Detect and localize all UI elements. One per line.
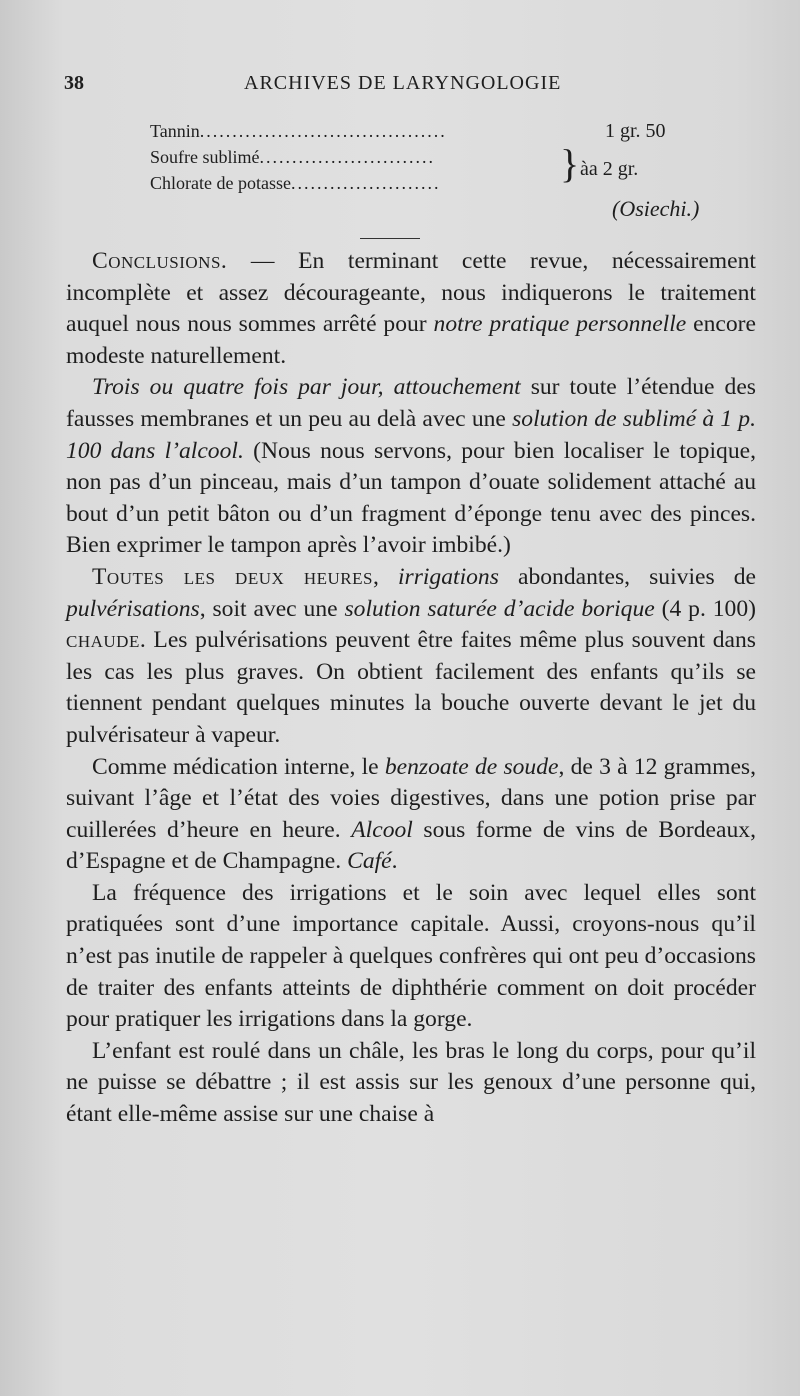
italic-run: irrigations xyxy=(397,563,499,590)
italic-run: solution de sublimé à 1 p. 100 dans l’alcool. xyxy=(66,405,757,464)
italic-run: Trois ou quatre fois par jour, attouchement xyxy=(92,374,521,401)
italic-run: benzoate de soude xyxy=(384,753,559,780)
italic-run: notre pratique personnelle xyxy=(433,311,687,338)
prescription-item-tannin xyxy=(150,118,740,144)
text-run: abondantes, suivies de xyxy=(498,563,756,590)
prescription-amount: 1 gr. 50 xyxy=(605,120,666,142)
prescription-attribution: (Osiechi.) xyxy=(612,196,700,221)
text-run: . Les pulvérisations peuvent être faites même plus souvent dans les cas les plus graves. On obtient facilement des enfants qu’ils se tiennent pendant quelques minutes la bouche ouverte devant le jet du pulvérisateur à vapeur. xyxy=(66,627,756,748)
body-text xyxy=(66,246,756,1131)
text-run: (Nous nous servons, pour bien localiser le topique, non pas d’un pinceau, mais d’un tampon d’ouate solidement attaché au bout d’un petit bâton ou d’un fragment d’éponge tenu avec des pinces. Bien exprimer le tampon après l’avoir imbibé.) xyxy=(66,437,756,559)
paragraph-frequence xyxy=(66,878,756,1036)
paragraph-enfant xyxy=(66,1036,756,1131)
separator-rule xyxy=(360,238,420,239)
section-lead: Toutes les deux heures xyxy=(92,563,373,590)
prescription-item-name: Chlorate de potasse xyxy=(150,173,291,193)
prescription-block xyxy=(150,118,740,196)
text-run: , de 3 à 12 grammes, suivant l’âge et l’état des voies digestives, dans une potion prise par cuillerées d’heure en heure. xyxy=(66,753,757,843)
text-run: Comme médication interne, le xyxy=(92,753,385,780)
italic-run: Alcool xyxy=(351,816,413,843)
small-caps-run: chaude xyxy=(66,627,140,654)
paragraph-conclusions xyxy=(66,246,756,372)
text-run: . xyxy=(391,848,398,875)
running-title: ARCHIVES DE LARYNGOLOGIE xyxy=(244,72,562,94)
italic-run: pulvérisations xyxy=(66,595,200,622)
prescription-item-name: Tannin xyxy=(150,121,200,141)
text-run: La fréquence des irrigations et le soin avec lequel elles sont pratiquées sont d’une importance capitale. Aussi, croyons-nous qu’il n’est pas inutile de rappeler à quelques confrères qui ont peu d’occasions de traiter des enfants atteints de diphthérie comment on doit procéder pour pratiquer les irrigations dans la gorge. xyxy=(66,879,756,1033)
prescription-item-chlorate xyxy=(150,170,740,196)
italic-run: Café xyxy=(347,848,392,875)
paragraph-medication xyxy=(66,752,756,878)
section-lead: Conclusions. xyxy=(92,248,228,274)
text-run: , soit avec une xyxy=(199,595,345,622)
brace-glyph: } xyxy=(560,141,580,186)
prescription-shared-amount: àa 2 gr. xyxy=(580,158,639,180)
text-run: sous forme de vins de Bordeaux, d’Espagne et de Champagne. xyxy=(66,816,756,875)
prescription-item-soufre xyxy=(150,144,740,170)
italic-run: solution saturée d’acide borique xyxy=(344,595,655,622)
text-run: , xyxy=(372,563,398,590)
paragraph-attouchement xyxy=(66,372,756,562)
text-run: sur toute l’étendue des fausses membranes et un peu au delà avec une xyxy=(66,374,756,432)
text-run: (4 p. 100) xyxy=(654,595,756,622)
leader-dots: ....................... xyxy=(290,173,441,193)
leader-dots: ........................... xyxy=(259,147,435,167)
text-run: L’enfant est roulé dans un châle, les bras le long du corps, pour qu’il ne puisse se débattre ; il est assis sur les genoux d’une personne qui, étant elle-même assise sur une chaise à xyxy=(66,1037,756,1128)
leader-dots: ...................................... xyxy=(199,121,447,141)
page-number: 38 xyxy=(64,72,84,94)
text-run: encore modeste naturellement. xyxy=(66,311,756,369)
prescription-item-name: Soufre sublimé xyxy=(150,147,260,167)
paragraph-irrigations xyxy=(66,562,756,752)
page-header xyxy=(64,72,760,102)
text-run: — En terminant cette revue, nécessairement incomplète et assez décourageante, nous indiquerons le traitement auquel nous nous sommes arrêté pour xyxy=(66,248,756,338)
